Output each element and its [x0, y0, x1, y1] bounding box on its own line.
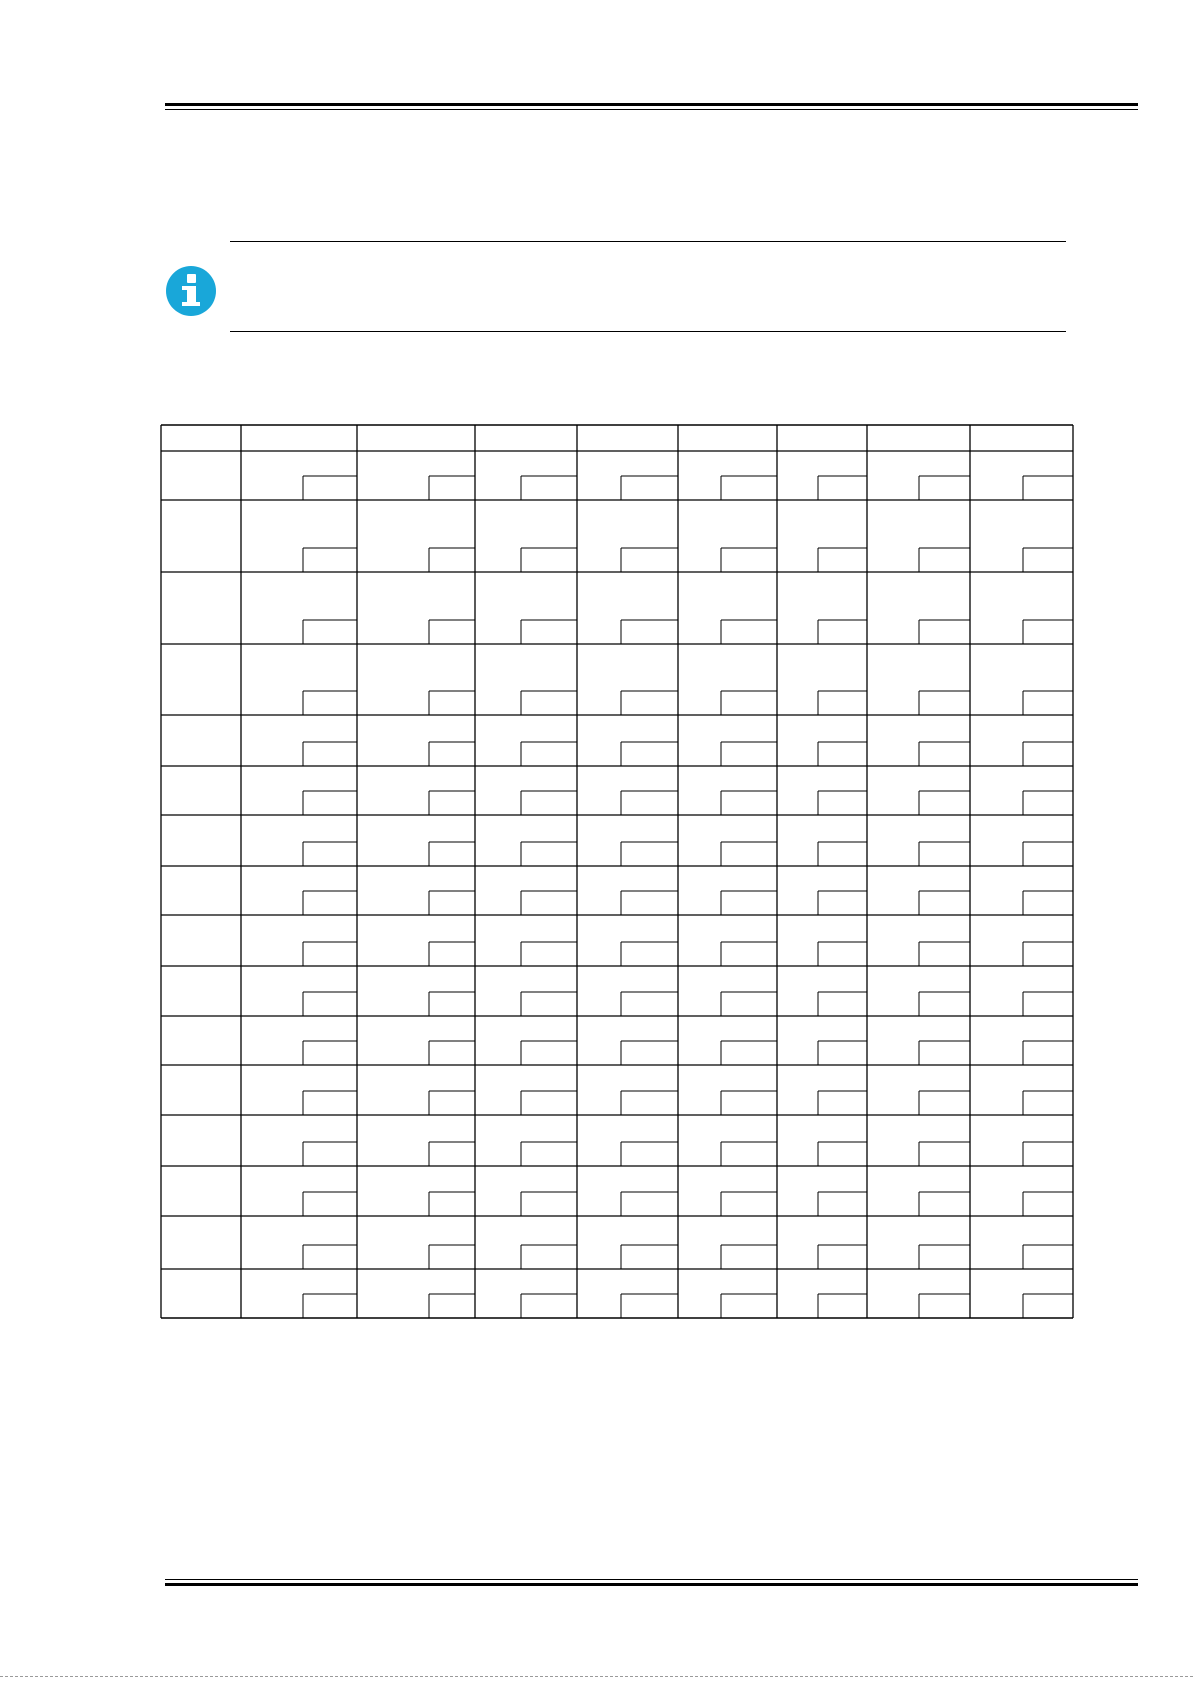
footer-rule-thin [165, 1579, 1138, 1580]
page-edge [0, 1676, 1193, 1677]
footer-rule-thick [165, 1583, 1138, 1586]
